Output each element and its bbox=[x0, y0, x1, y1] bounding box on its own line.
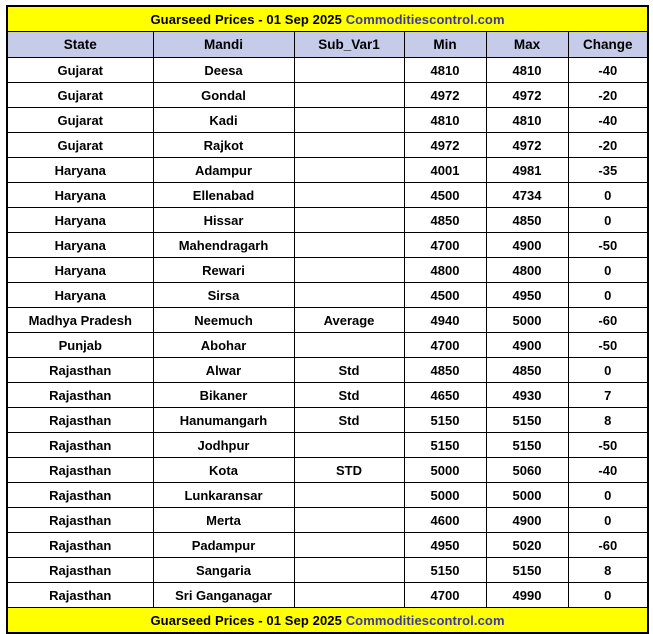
table-header-row bbox=[7, 32, 648, 58]
cell-state: Haryana bbox=[7, 158, 153, 183]
cell-mandi: Sangaria bbox=[153, 558, 294, 583]
cell-mandi: Sri Ganganagar bbox=[153, 583, 294, 608]
table-row bbox=[7, 458, 648, 483]
cell-change: -40 bbox=[568, 458, 648, 483]
cell-sub-var1 bbox=[294, 583, 404, 608]
guarseed-prices-table bbox=[6, 5, 649, 634]
table-row bbox=[7, 433, 648, 458]
table-row bbox=[7, 508, 648, 533]
table-row bbox=[7, 108, 648, 133]
cell-sub-var1 bbox=[294, 183, 404, 208]
cell-max: 4810 bbox=[486, 58, 568, 83]
table-body bbox=[7, 58, 648, 608]
table-row bbox=[7, 158, 648, 183]
cell-max: 4850 bbox=[486, 208, 568, 233]
cell-change: -50 bbox=[568, 333, 648, 358]
cell-change: -40 bbox=[568, 58, 648, 83]
cell-min: 4650 bbox=[404, 383, 486, 408]
cell-sub-var1 bbox=[294, 283, 404, 308]
cell-max: 5150 bbox=[486, 433, 568, 458]
cell-mandi: Hissar bbox=[153, 208, 294, 233]
table-row bbox=[7, 283, 648, 308]
column-header-max: Max bbox=[486, 32, 568, 58]
cell-sub-var1 bbox=[294, 83, 404, 108]
cell-change: 0 bbox=[568, 283, 648, 308]
table-row bbox=[7, 533, 648, 558]
cell-state: Rajasthan bbox=[7, 408, 153, 433]
cell-sub-var1 bbox=[294, 133, 404, 158]
cell-state: Haryana bbox=[7, 283, 153, 308]
cell-change: -40 bbox=[568, 108, 648, 133]
cell-change: 0 bbox=[568, 258, 648, 283]
cell-min: 4500 bbox=[404, 283, 486, 308]
cell-min: 4600 bbox=[404, 508, 486, 533]
cell-min: 5000 bbox=[404, 458, 486, 483]
cell-min: 4001 bbox=[404, 158, 486, 183]
cell-sub-var1 bbox=[294, 533, 404, 558]
cell-change: -50 bbox=[568, 433, 648, 458]
cell-state: Rajasthan bbox=[7, 358, 153, 383]
cell-max: 4990 bbox=[486, 583, 568, 608]
cell-mandi: Rewari bbox=[153, 258, 294, 283]
cell-change: 8 bbox=[568, 408, 648, 433]
cell-max: 4800 bbox=[486, 258, 568, 283]
cell-min: 4700 bbox=[404, 233, 486, 258]
cell-mandi: Kota bbox=[153, 458, 294, 483]
cell-max: 4900 bbox=[486, 233, 568, 258]
cell-change: 8 bbox=[568, 558, 648, 583]
cell-min: 4850 bbox=[404, 208, 486, 233]
cell-min: 5000 bbox=[404, 483, 486, 508]
cell-state: Madhya Pradesh bbox=[7, 308, 153, 333]
cell-change: 0 bbox=[568, 483, 648, 508]
cell-sub-var1 bbox=[294, 108, 404, 133]
cell-mandi: Adampur bbox=[153, 158, 294, 183]
cell-mandi: Jodhpur bbox=[153, 433, 294, 458]
cell-min: 4972 bbox=[404, 83, 486, 108]
table-footer-row bbox=[7, 608, 648, 634]
cell-max: 4734 bbox=[486, 183, 568, 208]
cell-max: 5150 bbox=[486, 558, 568, 583]
cell-min: 4940 bbox=[404, 308, 486, 333]
cell-change: -60 bbox=[568, 533, 648, 558]
cell-state: Rajasthan bbox=[7, 433, 153, 458]
cell-mandi: Neemuch bbox=[153, 308, 294, 333]
cell-min: 5150 bbox=[404, 558, 486, 583]
column-header-state: State bbox=[7, 32, 153, 58]
table-row bbox=[7, 383, 648, 408]
table-row bbox=[7, 358, 648, 383]
cell-max: 4810 bbox=[486, 108, 568, 133]
cell-sub-var1 bbox=[294, 333, 404, 358]
cell-change: 0 bbox=[568, 583, 648, 608]
cell-min: 4800 bbox=[404, 258, 486, 283]
cell-mandi: Merta bbox=[153, 508, 294, 533]
cell-state: Rajasthan bbox=[7, 533, 153, 558]
cell-state: Gujarat bbox=[7, 83, 153, 108]
cell-sub-var1: Average bbox=[294, 308, 404, 333]
table-row bbox=[7, 583, 648, 608]
table-row bbox=[7, 183, 648, 208]
cell-state: Rajasthan bbox=[7, 558, 153, 583]
cell-max: 5060 bbox=[486, 458, 568, 483]
cell-sub-var1 bbox=[294, 58, 404, 83]
table-row bbox=[7, 208, 648, 233]
cell-min: 4850 bbox=[404, 358, 486, 383]
cell-min: 5150 bbox=[404, 408, 486, 433]
page-title-text: Guarseed Prices - 01 Sep 2025 bbox=[150, 11, 346, 27]
cell-min: 5150 bbox=[404, 433, 486, 458]
table-row bbox=[7, 233, 648, 258]
cell-mandi: Gondal bbox=[153, 83, 294, 108]
table-row bbox=[7, 333, 648, 358]
cell-max: 4950 bbox=[486, 283, 568, 308]
page-footer bbox=[7, 608, 648, 634]
cell-sub-var1 bbox=[294, 158, 404, 183]
cell-sub-var1 bbox=[294, 508, 404, 533]
table-row bbox=[7, 408, 648, 433]
cell-min: 4700 bbox=[404, 333, 486, 358]
cell-max: 4930 bbox=[486, 383, 568, 408]
column-header-mandi: Mandi bbox=[153, 32, 294, 58]
table-row bbox=[7, 133, 648, 158]
cell-state: Gujarat bbox=[7, 133, 153, 158]
cell-mandi: Ellenabad bbox=[153, 183, 294, 208]
cell-min: 4950 bbox=[404, 533, 486, 558]
cell-sub-var1: Std bbox=[294, 408, 404, 433]
cell-sub-var1 bbox=[294, 258, 404, 283]
cell-state: Haryana bbox=[7, 258, 153, 283]
cell-max: 4972 bbox=[486, 83, 568, 108]
cell-sub-var1 bbox=[294, 483, 404, 508]
cell-state: Rajasthan bbox=[7, 508, 153, 533]
cell-change: -60 bbox=[568, 308, 648, 333]
cell-max: 5020 bbox=[486, 533, 568, 558]
column-header-min: Min bbox=[404, 32, 486, 58]
cell-sub-var1: Std bbox=[294, 358, 404, 383]
cell-state: Rajasthan bbox=[7, 483, 153, 508]
cell-change: -35 bbox=[568, 158, 648, 183]
table-row bbox=[7, 58, 648, 83]
cell-change: -50 bbox=[568, 233, 648, 258]
cell-mandi: Lunkaransar bbox=[153, 483, 294, 508]
cell-change: 7 bbox=[568, 383, 648, 408]
cell-max: 4972 bbox=[486, 133, 568, 158]
cell-max: 5000 bbox=[486, 483, 568, 508]
cell-change: 0 bbox=[568, 183, 648, 208]
cell-mandi: Kadi bbox=[153, 108, 294, 133]
cell-min: 4810 bbox=[404, 58, 486, 83]
table-row bbox=[7, 483, 648, 508]
cell-change: -20 bbox=[568, 83, 648, 108]
cell-mandi: Mahendragarh bbox=[153, 233, 294, 258]
cell-change: -20 bbox=[568, 133, 648, 158]
cell-max: 4900 bbox=[486, 333, 568, 358]
table-row bbox=[7, 83, 648, 108]
cell-change: 0 bbox=[568, 208, 648, 233]
cell-mandi: Rajkot bbox=[153, 133, 294, 158]
cell-state: Haryana bbox=[7, 208, 153, 233]
cell-state: Punjab bbox=[7, 333, 153, 358]
cell-change: 0 bbox=[568, 508, 648, 533]
cell-state: Rajasthan bbox=[7, 458, 153, 483]
cell-mandi: Abohar bbox=[153, 333, 294, 358]
cell-sub-var1: Std bbox=[294, 383, 404, 408]
cell-max: 4981 bbox=[486, 158, 568, 183]
cell-min: 4500 bbox=[404, 183, 486, 208]
cell-sub-var1: STD bbox=[294, 458, 404, 483]
cell-sub-var1 bbox=[294, 558, 404, 583]
table-row bbox=[7, 308, 648, 333]
page-footer-site: Commoditiescontrol.com bbox=[345, 612, 505, 628]
table-title-row bbox=[7, 6, 648, 32]
cell-mandi: Hanumangarh bbox=[153, 408, 294, 433]
cell-mandi: Sirsa bbox=[153, 283, 294, 308]
column-header-change: Change bbox=[568, 32, 648, 58]
page-title-site: Commoditiescontrol.com bbox=[345, 11, 505, 27]
page-footer-text: Guarseed Prices - 01 Sep 2025 bbox=[150, 612, 346, 628]
cell-change: 0 bbox=[568, 358, 648, 383]
cell-state: Gujarat bbox=[7, 58, 153, 83]
cell-mandi: Alwar bbox=[153, 358, 294, 383]
cell-state: Haryana bbox=[7, 233, 153, 258]
page-title bbox=[7, 6, 648, 32]
cell-mandi: Bikaner bbox=[153, 383, 294, 408]
cell-min: 4810 bbox=[404, 108, 486, 133]
cell-min: 4700 bbox=[404, 583, 486, 608]
cell-sub-var1 bbox=[294, 433, 404, 458]
table-row bbox=[7, 258, 648, 283]
cell-max: 5150 bbox=[486, 408, 568, 433]
cell-min: 4972 bbox=[404, 133, 486, 158]
cell-sub-var1 bbox=[294, 208, 404, 233]
table-row bbox=[7, 558, 648, 583]
cell-state: Haryana bbox=[7, 183, 153, 208]
cell-sub-var1 bbox=[294, 233, 404, 258]
cell-max: 4900 bbox=[486, 508, 568, 533]
cell-mandi: Padampur bbox=[153, 533, 294, 558]
cell-state: Gujarat bbox=[7, 108, 153, 133]
cell-max: 4850 bbox=[486, 358, 568, 383]
cell-max: 5000 bbox=[486, 308, 568, 333]
cell-state: Rajasthan bbox=[7, 583, 153, 608]
column-header-sub-var1: Sub_Var1 bbox=[294, 32, 404, 58]
cell-mandi: Deesa bbox=[153, 58, 294, 83]
cell-state: Rajasthan bbox=[7, 383, 153, 408]
